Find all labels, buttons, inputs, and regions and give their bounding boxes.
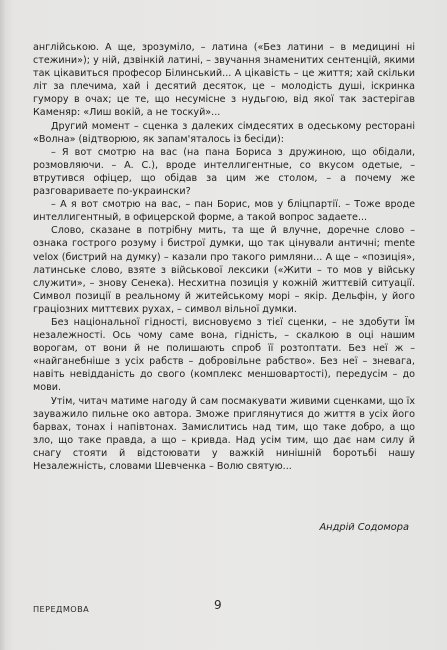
paragraph-6: Без національної гідності, висновуємо з тієї сценки, – не здобути Їм незалежності. Ось чому саме вона, гідність, – скалкою в оці нашим ворогам, от вони й не полишають спроб її розтоптати. Без неї ж – «найганебніше з усіх рабств – добровільне рабство». Без неї – зневага, навіть невідданість до свого (комплекс меншовартості), передусім – до мови. — [33, 316, 415, 394]
body-text — [33, 41, 415, 473]
author-signature: Андрій Содомора — [319, 522, 409, 533]
page-number: 9 — [214, 598, 222, 612]
paragraph-1: англійською. А ще, зрозуміло, – латина («Без латини – в медицині ні стежини»); у ній, дзвінкій латині, – звучання знаменитих сентенцій, якими так цікавиться професор Білинський... А цікавість – це життя; хай скільки літ за плечима, хай і десятий десяток, це – молодість душі, іскринка гумору в очах; це те, що несумісне з нудьгою, від якої так застерігав Каменяр: «Лиш вокій, а не тоскуй»... — [33, 42, 415, 119]
paragraph-2: Другий момент – сценка з далеких сімдесятих в одеському ресторані «Волна» (відтворюю, як запам'яталось із бесіди): — [33, 120, 415, 145]
section-label: ПЕРЕДМОВА — [33, 604, 90, 614]
paragraph-7: Утім, читач матиме нагоду й сам посмакувати живими сценками, що їх зауважило пильне око автора. Зможе приглянутися до життя в усіх його барвах, тонах і напівтонах. Замислитись над тим, що таке добро, а що зло, що таке правда, а що – кривда. Над усім тим, що дає нам силу й снагу стояти й відстоювати у важкій нинішній боротьбі нашу Незалежність, словами Шевченка – Волю святую... — [33, 395, 415, 472]
paragraph-5: Слово, сказане в потрібну мить, та ще й влучне, доречне слово – ознака гострого розуму і бистрої думки, що так цінували античні; mente velox (бистрий на думку) – казали про такого римляни... А ще – «позиція», латинське слово, взяте з військової лексики («Жити – то мов у війську служити», – знову Сенека). Несхитна позиція у кожній життєвій ситуації. Символ позиції в реальному й житейському морі – якір. Дельфін, у його граціозних миттєвих рухах, – символ вільної думки. — [33, 225, 415, 315]
paragraph-3: – Я вот смотрю на вас (на пана Бориса з дружиною, що обідали, розмовляючи. – А. С.), вроде интеллигентные, со вкусом одетые, – втрутився офіцер, що обідав за цим же столом, – а почему же разговариваете по-украински? — [33, 146, 415, 198]
paragraph-4: – А я вот смотрю на вас, – пан Борис, мов у бліцпартії. – Тоже вроде интеллигентный, в офицерской форме, а такой вопрос задаете... — [33, 199, 415, 224]
